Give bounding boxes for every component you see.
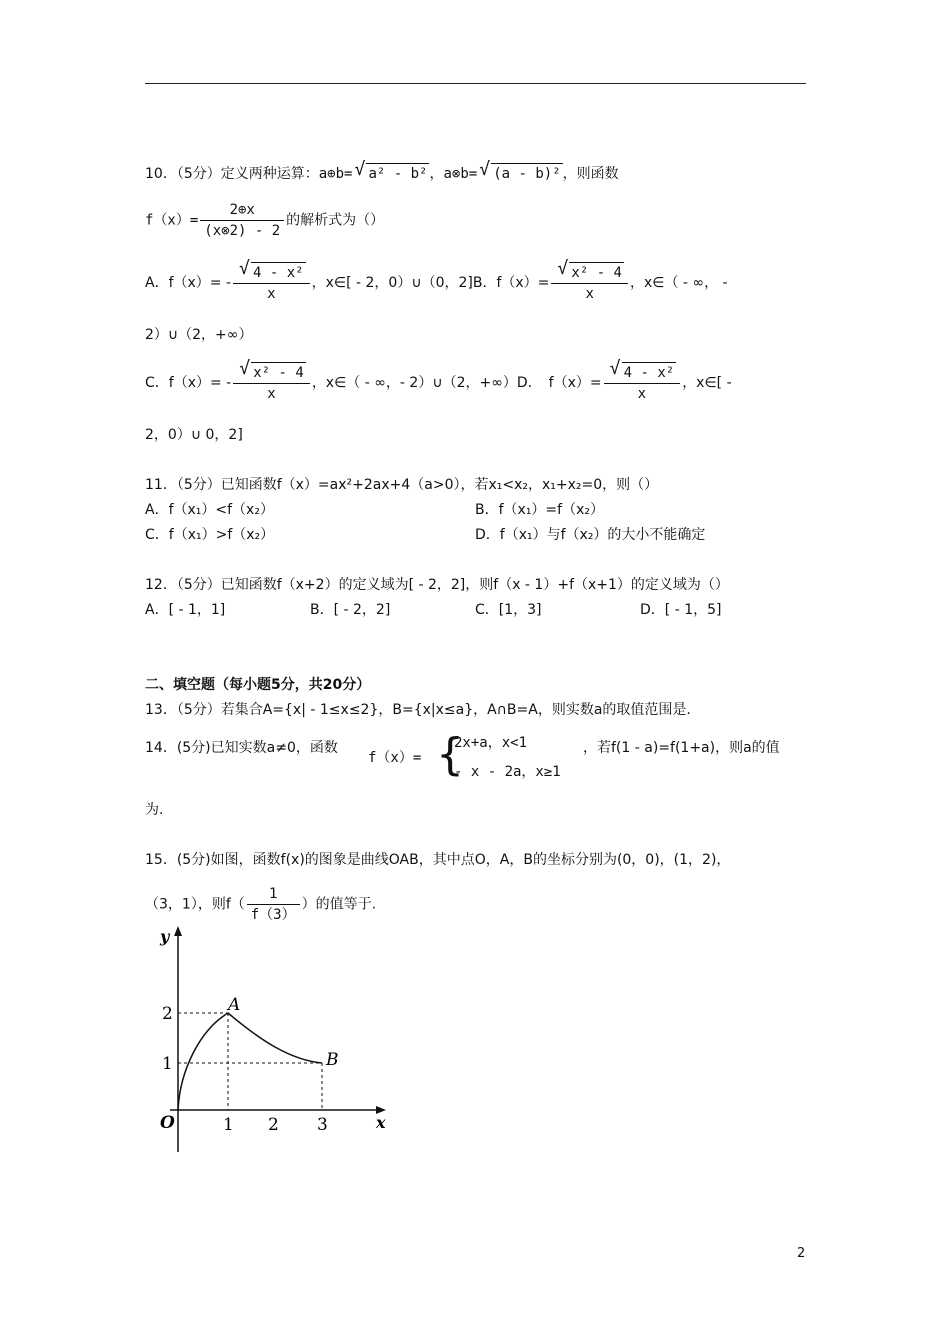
q15-frac-den: f（3） [250,907,296,923]
q11-option-a: A．f（x₁）<f（x₂） [145,502,274,518]
q10-optB-den: x [585,286,594,302]
q14-brace: { [436,729,464,780]
q13-stem: 13．（5分）若集合A={x| - 1≤x≤2}，B={x|x≤a}，A∩B=A，则实数a的取值范围是. [145,702,691,718]
q15-fraction [247,884,300,925]
op1-radicand: a² - b² [366,163,429,184]
q10-optD-rad: 4 - x² [622,362,677,383]
q10-optC-domain: ，x∈（ - ∞，- 2）∪（2，+∞） [311,375,517,391]
y-tick-2: 2 [162,1004,173,1024]
q10-optA-rad: 4 - x² [251,262,306,283]
q11-option-b: B．f（x₁）=f（x₂） [475,502,604,518]
q11-option-d: D．f（x₁）与f（x₂）的大小不能确定 [475,527,706,543]
op2-lhs: a⊗b= [443,166,478,182]
q12-stem: 12．（5分）已知函数f（x+2）的定义域为[ - 2，2]，则f（x - 1）+f（x+1）的定义域为（） [145,577,729,593]
q14-case2: - x - 2a，x≥1 [454,764,561,780]
q14-line2: 为. [145,802,164,818]
q10-optA-domain: ，x∈[ - 2，0）∪（0，2] [311,275,473,291]
point-b-label: B [326,1050,339,1070]
q10-func-lhs: f（x）= [145,212,199,229]
q10-line1: 10．（5分）定义两种运算：a⊕b=√ a² - b² ，a⊗b=√ (a - b)² ，则函数 [145,163,619,184]
x-axis-label: x [376,1113,386,1132]
q14-prefix: 14．(5分)已知实数a≠0，函数 [145,740,338,756]
q10-optC-prefix: C．f（x）= - [145,375,232,391]
q10-prefix: 10．（5分）定义两种运算： [145,166,319,182]
op1-sqrt [354,163,429,184]
q15-line1: 15．(5分)如图，函数f(x)的图象是曲线OAB，其中点O，A，B的坐标分别为(0，0)，(1，2)， [145,852,731,868]
x-tick-1: 1 [223,1115,234,1135]
q10-optC-fraction [233,362,310,404]
q10-optB-rad: x² - 4 [569,262,624,283]
q10-optD-domain: ，x∈[ - [682,375,732,391]
q12-option-b: B．[ - 2，2] [310,602,391,618]
q10-optD-fraction [604,362,681,404]
op1-lhs: a⊕b= [318,166,353,182]
q12-option-d: D．[ - 1，5] [640,602,722,618]
x-tick-2: 2 [268,1115,279,1135]
q10-optB-prefix: B．f（x）= [472,275,550,291]
op2-radicand: (a - b)² [491,163,562,184]
q10-optD-den: x [637,386,647,402]
graph-svg [140,920,400,1160]
q10-frac-num: 2⊕x [200,200,284,221]
q10-optA-den: x [267,286,276,302]
q10-optA-fraction [233,262,310,304]
curve-oab [178,1013,322,1110]
q11-option-c: C．f（x₁）>f（x₂） [145,527,275,543]
q10-options-cd [145,362,732,404]
q10-tail: 的解析式为（） [286,212,385,229]
q10-optD-domain2: 2，0）∪ 0，2] [145,427,243,443]
q10-optC-rad: x² - 4 [251,362,306,383]
graph-figure [140,920,400,1164]
q11-stem: 11．（5分）已知函数f（x）=ax²+2ax+4（a>0），若x₁<x₂，x₁+x₂=0，则（） [145,477,659,493]
op2-sqrt [479,163,562,184]
y-axis-arrow [174,926,182,936]
q10-optB-fraction [551,262,628,304]
q15-line2-suffix: ）的值等于. [301,896,377,913]
q10-optA-prefix: A．f（x）= - [145,275,232,291]
q14-suffix: ，若f(1 - a)=f(1+a)，则a的值 [583,740,780,756]
q15-line2-prefix: （3，1），则f（ [145,896,245,913]
q10-options-ab [145,262,728,304]
q12-option-a: A．[ - 1，1] [145,602,226,618]
q10-suffix: ，则函数 [562,166,619,182]
q14-func-lhs: f（x）= [368,750,422,766]
y-tick-1: 1 [162,1054,173,1074]
q10-line2 [145,200,384,241]
section-title: 二、填空题（每小题5分，共20分） [145,677,371,693]
x-tick-3: 3 [317,1115,328,1135]
origin-label: O [160,1113,175,1133]
header-rule [145,83,806,84]
q10-optC-den: x [267,386,276,402]
y-axis-label: y [160,927,170,946]
point-a-label: A [228,995,241,1015]
page-number: 2 [797,1246,806,1261]
q10-optB-domain2: 2）∪（2，+∞） [145,327,253,343]
q14-case1: 2x+a，x<1 [454,735,528,751]
q10-frac-den: (x⊗2) - 2 [204,223,281,239]
q15-line2 [145,884,376,925]
q10-fraction [200,200,284,241]
q12-option-c: C．[1，3] [475,602,542,618]
q10-optB-domain: ，x∈（ - ∞， - [629,275,728,291]
q15-frac-num: 1 [247,884,300,905]
q10-optD-prefix: D． f（x）= [516,375,602,391]
